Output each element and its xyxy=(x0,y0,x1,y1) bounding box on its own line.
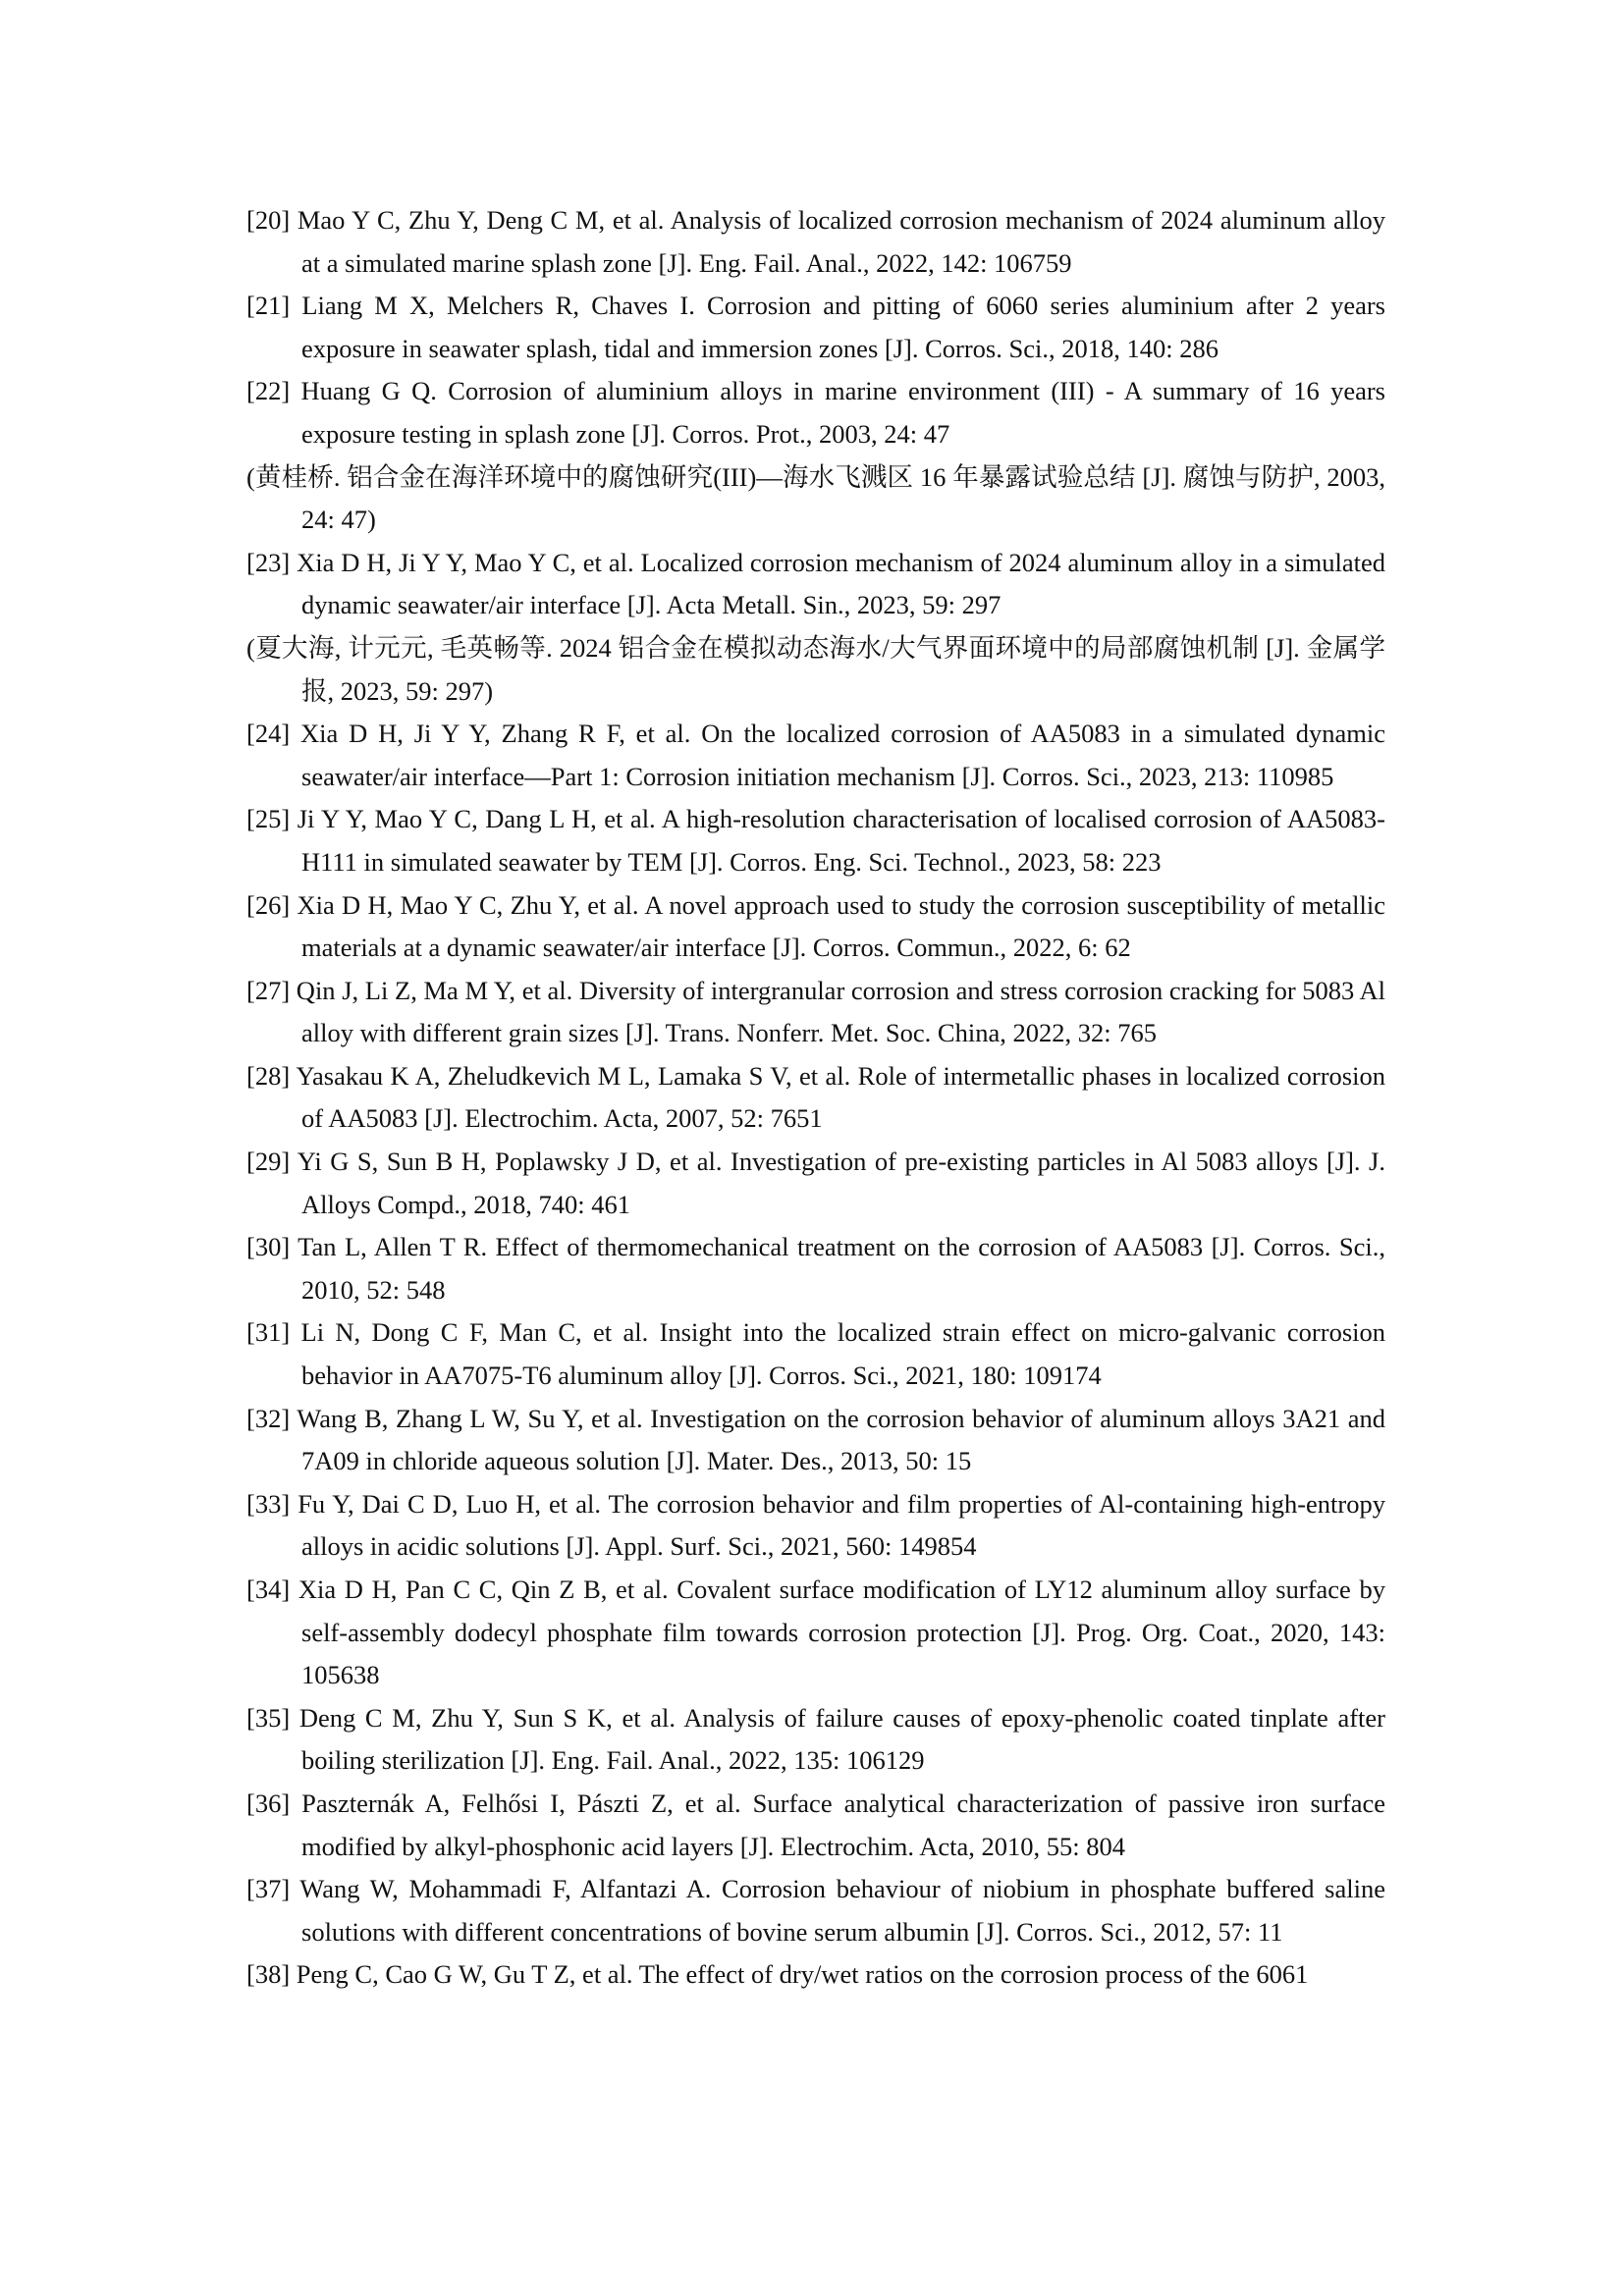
reference-entry: [20] Mao Y C, Zhu Y, Deng C M, et al. Analysis of localized corrosion mechanism of 2024 aluminum alloy at a simulated marine splash zone [J]. Eng. Fail. Anal., 2022, 142: 106759 xyxy=(246,205,1385,278)
reference-translation: (黄桂桥. 铝合金在海洋环境中的腐蚀研究(III)—海水飞溅区 16 年暴露试验总结 [J]. 腐蚀与防护, 2003, 24: 47) xyxy=(246,461,1385,535)
reference-entry: [28] Yasakau K A, Zheludkevich M L, Lamaka S V, et al. Role of intermetallic phases in localized corrosion of AA5083 [J]. Electrochim. Acta, 2007, 52: 7651 xyxy=(246,1060,1385,1134)
reference-entry: [36] Paszternák A, Felhősi I, Pászti Z, et al. Surface analytical characterization of passive iron surface modified by alkyl-phosphonic acid layers [J]. Electrochim. Acta, 2010, 55: 804 xyxy=(246,1788,1385,1861)
reference-entry: [38] Peng C, Cao G W, Gu T Z, et al. The effect of dry/wet ratios on the corrosion process of the 6061 xyxy=(246,1959,1309,1990)
reference-entry: [24] Xia D H, Ji Y Y, Zhang R F, et al. On the localized corrosion of AA5083 in a simulated dynamic seawater/air interface—Part 1: Corrosion initiation mechanism [J]. Corros. Sci., 2023, 213: 110985 xyxy=(246,719,1385,791)
reference-entry: [27] Qin J, Li Z, Ma M Y, et al. Diversity of intergranular corrosion and stress corrosion cracking for 5083 Al alloy with different grain sizes [J]. Trans. Nonferr. Met. Soc. China, 2022, 32: 765 xyxy=(246,975,1385,1048)
reference-entry: [37] Wang W, Mohammadi F, Alfantazi A. Corrosion behaviour of niobium in phosphate buffered saline solutions with different concentrations of bovine serum albumin [J]. Corros. Sci., 2012, 57: 11 xyxy=(246,1874,1385,1947)
reference-entry: [33] Fu Y, Dai C D, Luo H, et al. The corrosion behavior and film properties of Al-containing high-entropy alloys in acidic solutions [J]. Appl. Surf. Sci., 2021, 560: 149854 xyxy=(246,1488,1385,1562)
reference-entry: [35] Deng C M, Zhu Y, Sun S K, et al. Analysis of failure causes of epoxy-phenolic coated tinplate after boiling sterilization [J]. Eng. Fail. Anal., 2022, 135: 106129 xyxy=(246,1702,1385,1776)
reference-entry: [23] Xia D H, Ji Y Y, Mao Y C, et al. Localized corrosion mechanism of 2024 aluminum alloy in a simulated dynamic seawater/air interface [J]. Acta Metall. Sin., 2023, 59: 297 xyxy=(246,547,1385,620)
reference-entry: [26] Xia D H, Mao Y C, Zhu Y, et al. A novel approach used to study the corrosion susceptibility of metallic materials at a dynamic seawater/air interface [J]. Corros. Commun., 2022, 6: 62 xyxy=(246,889,1385,963)
reference-entry: [31] Li N, Dong C F, Man C, et al. Insight into the localized strain effect on micro-galvanic corrosion behavior in AA7075-T6 aluminum alloy [J]. Corros. Sci., 2021, 180: 109174 xyxy=(246,1317,1385,1391)
reference-entry: [22] Huang G Q. Corrosion of aluminium alloys in marine environment (III) - A summary of 16 years exposure testing in splash zone [J]. Corros. Prot., 2003, 24: 47 xyxy=(246,376,1385,449)
reference-translation: (夏大海, 计元元, 毛英畅等. 2024 铝合金在模拟动态海水/大气界面环境中的局部腐蚀机制 [J]. 金属学报, 2023, 59: 297) xyxy=(246,632,1385,706)
reference-entry: [21] Liang M X, Melchers R, Chaves I. Corrosion and pitting of 6060 series aluminium after 2 years exposure in seawater splash, tidal and immersion zones [J]. Corros. Sci., 2018, 140: 286 xyxy=(246,291,1385,363)
reference-entry: [29] Yi G S, Sun B H, Poplawsky J D, et al. Investigation of pre-existing particles in Al 5083 alloys [J]. J. Alloys Compd., 2018, 740: 461 xyxy=(246,1147,1385,1219)
reference-entry: [25] Ji Y Y, Mao Y C, Dang L H, et al. A high-resolution characterisation of localised corrosion of AA5083-H111 in simulated seawater by TEM [J]. Corros. Eng. Sci. Technol., 2023, 58: 223 xyxy=(246,804,1385,877)
reference-list xyxy=(246,199,1385,1997)
reference-entry: [34] Xia D H, Pan C C, Qin Z B, et al. Covalent surface modification of LY12 aluminum alloy surface by self-assembly dodecyl phosphate film towards corrosion protection [J]. Prog. Org. Coat., 2020, 143: 105638 xyxy=(246,1575,1385,1690)
reference-entry: [30] Tan L, Allen T R. Effect of thermomechanical treatment on the corrosion of AA5083 [J]. Corros. Sci., 2010, 52: 548 xyxy=(246,1232,1385,1305)
reference-entry: [32] Wang B, Zhang L W, Su Y, et al. Investigation on the corrosion behavior of aluminum alloys 3A21 and 7A09 in chloride aqueous solution [J]. Mater. Des., 2013, 50: 15 xyxy=(246,1403,1385,1476)
